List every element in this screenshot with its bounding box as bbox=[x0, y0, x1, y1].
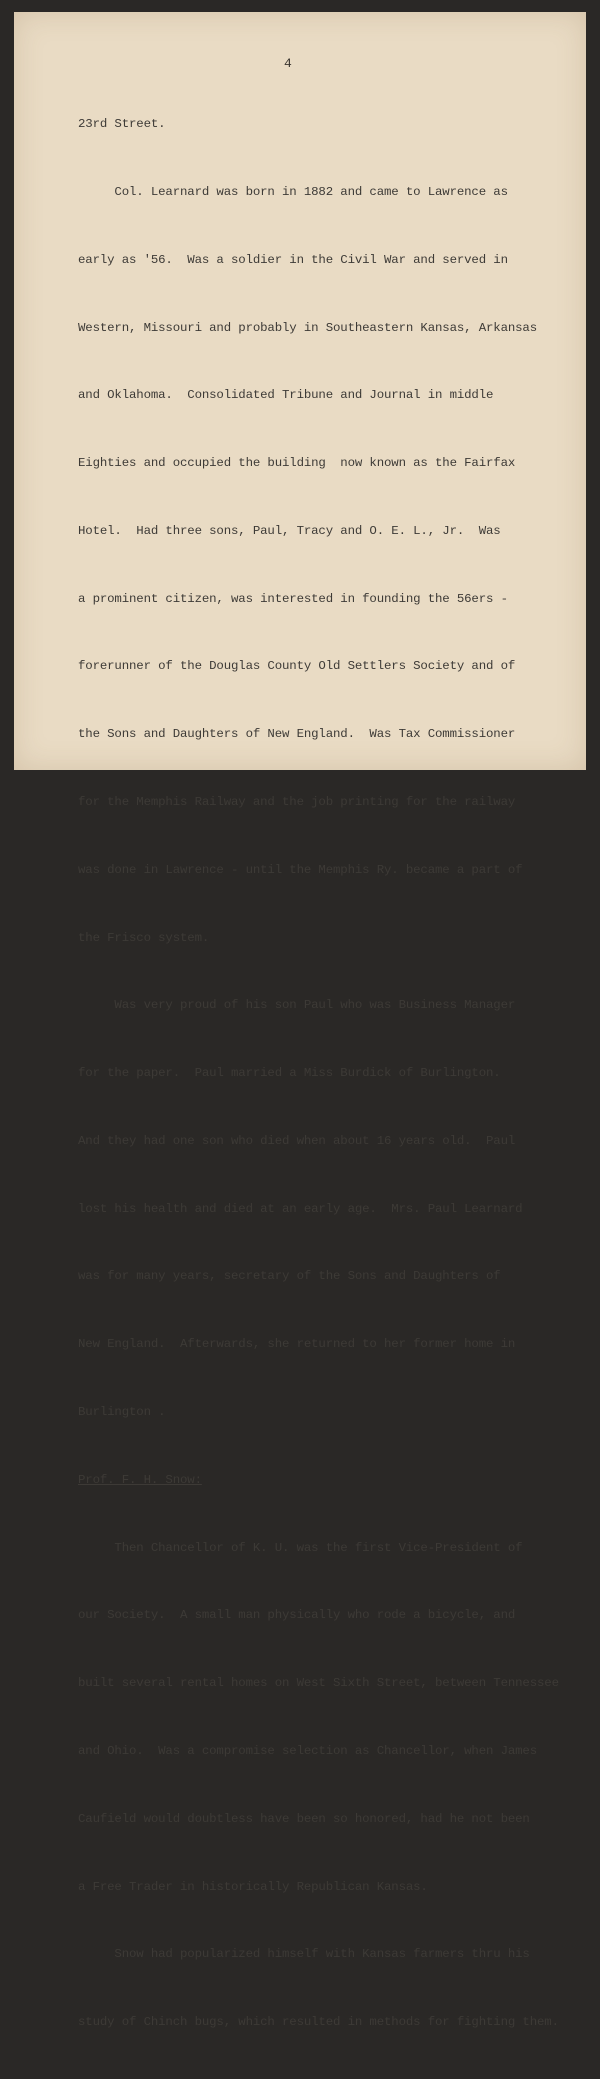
text-line: early as '56. Was a soldier in the Civil War and served in bbox=[78, 252, 508, 267]
text-line: built several rental homes on West Sixth Street, between Tennessee bbox=[78, 1676, 559, 1691]
text-line: Was very proud of his son Paul who was Business Manager bbox=[78, 998, 516, 1013]
text-line: forerunner of the Douglas County Old Settlers Society and of bbox=[78, 659, 516, 674]
section-heading: Prof. F. H. Snow: bbox=[78, 1472, 202, 1487]
text-line: was for many years, secretary of the Sons and Daughters of bbox=[78, 1269, 501, 1284]
text-line: study of Chinch bugs, which resulted in methods for fighting them. bbox=[78, 2015, 559, 2030]
text-line: Snow had popularized himself with Kansas farmers thru his bbox=[78, 1947, 530, 1962]
text-line: for the Memphis Railway and the job printing for the railway bbox=[78, 795, 516, 809]
text-line: and Ohio. Was a compromise selection as Chancellor, when James bbox=[78, 1743, 537, 1758]
text-line: our Society. A small man physically who rode a bicycle, and bbox=[78, 1608, 516, 1623]
text-line: Caufield would doubtless have been so honored, had he not been bbox=[78, 1811, 530, 1826]
text-line: for the paper. Paul married a Miss Burdick of Burlington. bbox=[78, 1066, 501, 1081]
text-line: New England. Afterwards, she returned to her former home in bbox=[78, 1337, 516, 1352]
text-line: was done in Lawrence - until the Memphis Ry. became a part of bbox=[78, 862, 523, 877]
text-line: Burlington . bbox=[78, 1405, 166, 1420]
text-line: Then Chancellor of K. U. was the first Vice-President of bbox=[78, 1540, 523, 1555]
text-line: lost his health and died at an early age. Mrs. Paul Learnard bbox=[78, 1201, 523, 1216]
text-line: Western, Missouri and probably in Southeastern Kansas, Arkansas bbox=[78, 320, 537, 335]
text-line: a prominent citizen, was interested in founding the 56ers - bbox=[78, 591, 508, 606]
text-line: the Frisco system. bbox=[78, 930, 210, 945]
document-page bbox=[14, 12, 586, 2030]
text-line: And they had one son who died when about 16 years old. Paul bbox=[78, 1133, 516, 1148]
typed-text-body bbox=[78, 68, 578, 2079]
text-line: Eighties and occupied the building now known as the Fairfax bbox=[78, 456, 516, 471]
text-line: and Oklahoma. Consolidated Tribune and Journal in middle bbox=[78, 388, 494, 403]
text-line: Col. Learnard was born in 1882 and came to Lawrence as bbox=[78, 184, 508, 199]
page-number: 4 bbox=[284, 56, 292, 71]
text-line: 23rd Street. bbox=[78, 117, 166, 132]
text-line: a Free Trader in historically Republican Kansas. bbox=[78, 1879, 428, 1894]
text-line: the Sons and Daughters of New England. Was Tax Commissioner bbox=[78, 727, 516, 742]
text-line: Hotel. Had three sons, Paul, Tracy and O. E. L., Jr. Was bbox=[78, 523, 501, 538]
